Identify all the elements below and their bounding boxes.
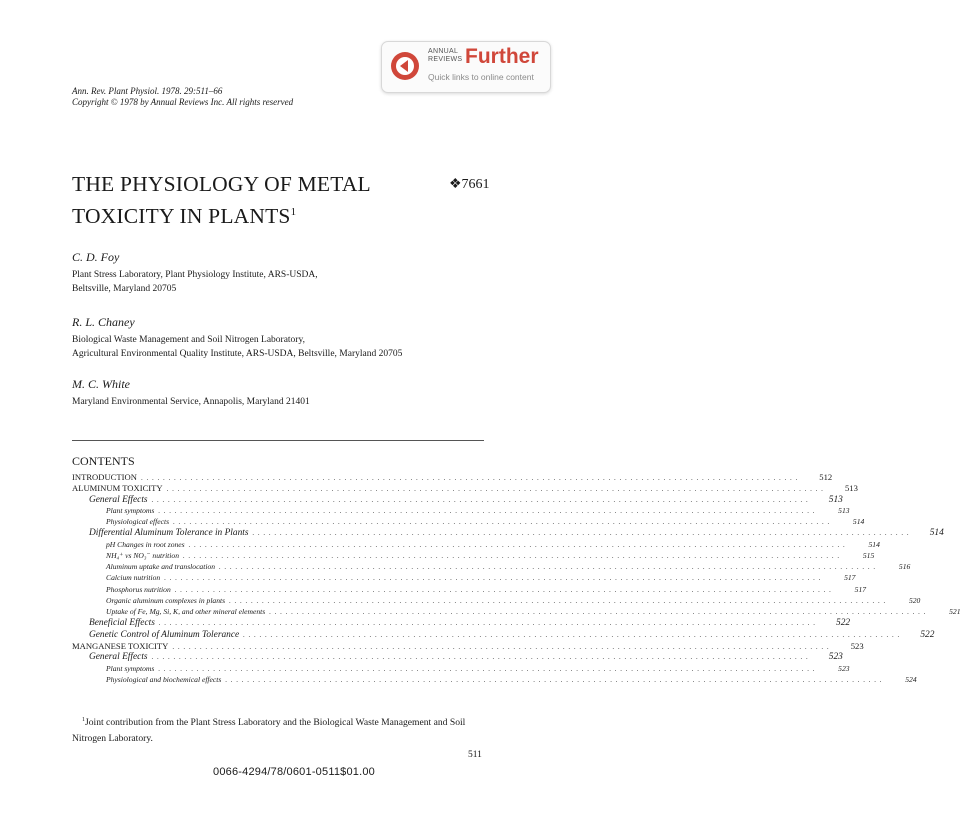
toc-entry-label: MANGANESE TOXICITY — [72, 640, 169, 651]
toc-leader-dots: . . . . . . . . . . . . . . . . . . . . . . . . . . . . . . . . . . . . . . . . . . . . . . . . . . . . . . . . . . . . . . . . . . . . . . . . . . . . . . . . . . . . . . . . . . . . . . . . . . . . . . . . . . . . . . . . . . . . . . . . — [269, 608, 927, 617]
banner-annual-reviews-wordmark: ANNUAL REVIEWS — [428, 48, 463, 63]
toc-entry-page: 512 — [819, 472, 833, 482]
toc-entry — [72, 539, 880, 551]
toc-leader-dots: . . . . . . . . . . . . . . . . . . . . . . . . . . . . . . . . . . . . . . . . . . . . . . . . . . . . . . . . . . . . . . . . . . . . . . . . . . . . . . . . . . . . . . . . . . . . . . . . . . . . . . . . . . . . . . . . . . . . . . . . — [158, 506, 816, 515]
toc-entry — [72, 505, 850, 517]
toc-entry — [72, 472, 833, 483]
toc-leader-dots: . . . . . . . . . . . . . . . . . . . . . . . . . . . . . . . . . . . . . . . . . . . . . . . . . . . . . . . . . . . . . . . . . . . . . . . . . . . . . . . . . . . . . . . . . . . . . . . . . . . . . . . . . . . . . . . . . . . . . . . . — [158, 664, 816, 673]
toc-entry — [72, 629, 935, 641]
author-affiliation: Biological Waste Management and Soil Nitrogen Laboratory, Agricultural Environmental Quality Institute, ARS-USDA, Beltsville, Maryland 20705 — [72, 335, 403, 359]
toc-entry-page: 515 — [862, 550, 875, 560]
journal-citation: Ann. Rev. Plant Physiol. 1978. 29:511–66 — [72, 86, 223, 96]
banner-further-label: Further — [465, 45, 539, 68]
annual-reviews-further-banner[interactable] — [381, 41, 551, 93]
toc-leader-dots: . . . . . . . . . . . . . . . . . . . . . . . . . . . . . . . . . . . . . . . . . . . . . . . . . . . . . . . . . . . . . . . . . . . . . . . . . . . . . . . . . . . . . . . . . . . . . . . . . . . . . . . . . . . . . . . . . . . . . . . . — [219, 563, 877, 572]
toc-entry-label: Aluminum uptake and translocation — [106, 562, 216, 572]
toc-entry-page: 517 — [844, 573, 856, 583]
author-name: C. D. Foy — [72, 250, 120, 264]
toc-entry-label: pH Changes in root zones — [106, 539, 185, 549]
toc-entry-page: 520 — [908, 595, 921, 605]
page-number: 511 — [468, 750, 482, 760]
contents-heading: CONTENTS — [72, 454, 135, 468]
toc-entry — [72, 618, 851, 629]
toc-leader-dots: . . . . . . . . . . . . . . . . . . . . . . . . . . . . . . . . . . . . . . . . . . . . . . . . . . . . . . . . . . . . . . . . . . . . . . . . . . . . . . . . . . . . . . . . . . . . . . . . . . . . . . . . . . . . . . . . . . . . . . . . — [166, 485, 824, 494]
toc-entry-page: 523 — [850, 640, 864, 651]
toc-entry-label: INTRODUCTION — [72, 472, 137, 482]
toc-leader-dots: . . . . . . . . . . . . . . . . . . . . . . . . . . . . . . . . . . . . . . . . . . . . . . . . . . . . . . . . . . . . . . . . . . . . . . . . . . . . . . . . . . . . . . . . . . . . . . . . . . . . . . . . . . . . . . . . . . . . . . . . — [158, 619, 817, 628]
article-title: THE PHYSIOLOGY OF METAL TOXICITY IN PLANTS$^1$ — [72, 172, 371, 229]
toc-leader-dots: . . . . . . . . . . . . . . . . . . . . . . . . . . . . . . . . . . . . . . . . . . . . . . . . . . . . . . . . . . . . . . . . . . . . . . . . . . . . . . . . . . . . . . . . . . . . . . . . . . . . . . . . . . . . . . . . . . . . . . . . — [183, 551, 841, 560]
toc-entry-label: Physiological and biochemical effects — [106, 674, 222, 684]
toc-entry — [72, 652, 843, 663]
toc-leader-dots: . . . . . . . . . . . . . . . . . . . . . . . . . . . . . . . . . . . . . . . . . . . . . . . . . . . . . . . . . . . . . . . . . . . . . . . . . . . . . . . . . . . . . . . . . . . . . . . . . . . . . . . . . . . . . . . . . . . . . . . . — [225, 675, 883, 684]
toc-entry-page: 513 — [845, 483, 858, 494]
toc-entry-label: General Effects — [89, 652, 148, 663]
toc-entry-label: General Effects — [89, 494, 148, 505]
table-of-contents — [72, 472, 960, 686]
toc-entry-page: 514 — [868, 539, 880, 549]
toc-entry-label: Beneficial Effects — [89, 618, 155, 629]
toc-entry — [72, 483, 858, 494]
footnote-text: Joint contribution from the Plant Stress Laboratory and the Biological Waste Management and Soil Nitrogen Laboratory. — [72, 717, 466, 745]
banner-tagline: Quick links to online content — [428, 72, 534, 82]
footnote-mark: 1 — [82, 717, 85, 723]
toc-leader-dots: . . . . . . . . . . . . . . . . . . . . . . . . . . . . . . . . . . . . . . . . . . . . . . . . . . . . . . . . . . . . . . . . . . . . . . . . . . . . . . . . . . . . . . . . . . . . . . . . . . . . . . . . . . . . . . . . . . . . . . . . — [252, 529, 910, 538]
toc-entry — [72, 562, 911, 573]
toc-entry — [72, 607, 960, 618]
author-affiliation: Maryland Environmental Service, Annapolis, Maryland 21401 — [72, 397, 310, 407]
footnote — [72, 712, 488, 747]
toc-leader-dots: . . . . . . . . . . . . . . . . . . . . . . . . . . . . . . . . . . . . . . . . . . . . . . . . . . . . . . . . . . . . . . . . . . . . . . . . . . . . . . . . . . . . . . . . . . . . . . . . . . . . . . . . . . . . . . . . . . . . . . . . — [151, 495, 809, 504]
toc-entry-label: Organic aluminum complexes in plants — [106, 595, 226, 605]
further-logo-icon — [390, 51, 420, 81]
copyright-line: Copyright © 1978 by Annual Reviews Inc. All rights reserved — [72, 97, 294, 107]
toc-entry-label: Phosphorus nutrition — [106, 584, 171, 594]
toc-entry — [72, 573, 856, 584]
toc-entry-label: NH₄⁺ vs NO₃⁻ nutrition — [106, 550, 179, 560]
toc-entry-label: Calcium nutrition — [106, 573, 161, 583]
toc-entry-page: 513 — [838, 505, 850, 515]
toc-entry-label: Differential Aluminum Tolerance in Plants — [89, 528, 249, 539]
toc-entry-page: 513 — [828, 494, 843, 505]
toc-entry-label: Plant symptoms — [106, 663, 155, 673]
toc-entry-label: Plant symptoms — [106, 505, 155, 515]
toc-entry — [72, 640, 864, 652]
toc-entry-page: 516 — [898, 562, 911, 572]
title-footnote-mark: 1 — [290, 206, 297, 218]
issn-line: 0066-4294/78/0601-0511$01.00 — [213, 766, 375, 778]
toc-entry-page: 521 — [949, 607, 960, 617]
section-divider — [72, 440, 484, 441]
toc-entry-label: Genetic Control of Aluminum Tolerance — [89, 629, 240, 640]
toc-entry-page: 522 — [836, 618, 851, 629]
toc-entry — [72, 663, 850, 675]
toc-leader-dots: . . . . . . . . . . . . . . . . . . . . . . . . . . . . . . . . . . . . . . . . . . . . . . . . . . . . . . . . . . . . . . . . . . . . . . . . . . . . . . . . . . . . . . . . . . . . . . . . . . . . . . . . . . . . . . . . . . . . . . . . — [151, 653, 809, 662]
toc-entry — [72, 584, 867, 596]
toc-entry — [72, 494, 843, 506]
toc-entry-page: 517 — [854, 584, 867, 594]
toc-leader-dots: . . . . . . . . . . . . . . . . . . . . . . . . . . . . . . . . . . . . . . . . . . . . . . . . . . . . . . . . . . . . . . . . . . . . . . . . . . . . . . . . . . . . . . . . . . . . . . . . . . . . . . . . . . . . . . . . . . . . . . . . — [174, 585, 833, 594]
toc-entry-page: 523 — [838, 663, 850, 673]
journal-citation-block — [72, 86, 293, 108]
author-name: M. C. White — [72, 377, 130, 391]
toc-leader-dots: . . . . . . . . . . . . . . . . . . . . . . . . . . . . . . . . . . . . . . . . . . . . . . . . . . . . . . . . . . . . . . . . . . . . . . . . . . . . . . . . . . . . . . . . . . . . . . . . . . . . . . . . . . . . . . . . . . . . . . . . — [188, 540, 846, 549]
toc-entry-label: Physiological effects — [106, 517, 170, 527]
toc-leader-dots: . . . . . . . . . . . . . . . . . . . . . . . . . . . . . . . . . . . . . . . . . . . . . . . . . . . . . . . . . . . . . . . . . . . . . . . . . . . . . . . . . . . . . . . . . . . . . . . . . . . . . . . . . . . . . . . . . . . . . . . . — [243, 630, 901, 639]
toc-leader-dots: . . . . . . . . . . . . . . . . . . . . . . . . . . . . . . . . . . . . . . . . . . . . . . . . . . . . . . . . . . . . . . . . . . . . . . . . . . . . . . . . . . . . . . . . . . . . . . . . . . . . . . . . . . . . . . . . . . . . . . . . — [229, 596, 887, 605]
toc-leader-dots: . . . . . . . . . . . . . . . . . . . . . . . . . . . . . . . . . . . . . . . . . . . . . . . . . . . . . . . . . . . . . . . . . . . . . . . . . . . . . . . . . . . . . . . . . . . . . . . . . . . . . . . . . . . . . . . . . . . . . . . . — [164, 574, 822, 583]
toc-entry-page: 514 — [852, 517, 865, 527]
article-code: ❖7661 — [449, 177, 490, 192]
author-name: R. L. Chaney — [72, 315, 135, 329]
author-affiliation: Plant Stress Laboratory, Plant Physiology Institute, ARS-USDA, Beltsville, Maryland 20705 — [72, 270, 318, 294]
toc-entry — [72, 517, 865, 528]
toc-entry — [72, 528, 944, 539]
toc-entry-page: 522 — [920, 629, 935, 640]
toc-entry-page: 523 — [828, 652, 843, 663]
toc-entry-page: 524 — [905, 674, 917, 684]
toc-leader-dots: . . . . . . . . . . . . . . . . . . . . . . . . . . . . . . . . . . . . . . . . . . . . . . . . . . . . . . . . . . . . . . . . . . . . . . . . . . . . . . . . . . . . . . . . . . . . . . . . . . . . . . . . . . . . . . . . . . . . . . . . — [140, 474, 799, 482]
toc-entry — [72, 674, 917, 686]
toc-leader-dots: . . . . . . . . . . . . . . . . . . . . . . . . . . . . . . . . . . . . . . . . . . . . . . . . . . . . . . . . . . . . . . . . . . . . . . . . . . . . . . . . . . . . . . . . . . . . . . . . . . . . . . . . . . . . . . . . . . . . . . . . — [172, 642, 830, 651]
toc-entry-page: 514 — [929, 528, 944, 539]
toc-entry — [72, 595, 921, 607]
toc-entry-label: ALUMINUM TOXICITY — [72, 483, 163, 494]
toc-leader-dots: . . . . . . . . . . . . . . . . . . . . . . . . . . . . . . . . . . . . . . . . . . . . . . . . . . . . . . . . . . . . . . . . . . . . . . . . . . . . . . . . . . . . . . . . . . . . . . . . . . . . . . . . . . . . . . . . . . . . . . . . — [173, 518, 831, 527]
toc-entry-label: Uptake of Fe, Mg, Si, K, and other mineral elements — [106, 607, 266, 617]
toc-entry — [72, 550, 875, 562]
